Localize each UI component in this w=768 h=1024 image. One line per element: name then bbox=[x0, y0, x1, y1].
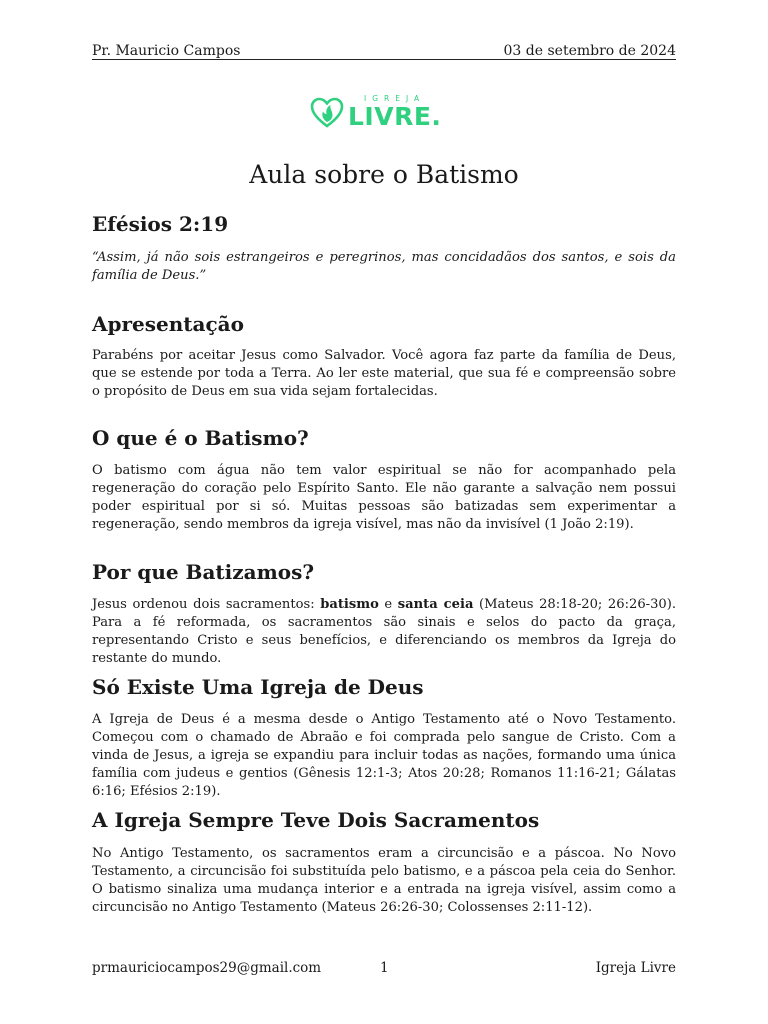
document-page bbox=[92, 0, 676, 1024]
heart-flame-icon bbox=[310, 96, 344, 130]
church-logo bbox=[310, 92, 462, 136]
paragraph-apresentacao: Parabéns por aceitar Jesus como Salvador. Você agora faz parte da família de Deus, que se estende por toda a Terra. Ao ler este material, que sua fé e compreensão sobre o propósito de Deus em sua vida sejam fortalecidas. bbox=[92, 348, 676, 399]
paragraph-o-que-e: O batismo com água não tem valor espiritual se não for acompanhado pela regeneração do coração pelo Espírito Santo. Ele não garante a salvação nem possui poder espiritual por si só. Muitas pessoas são batizadas sem experimentar a regeneração, sendo membros da igreja visível, mas não da invisível (1 João 2:19). bbox=[92, 463, 676, 532]
section-heading-por-que: Por que Batizamos? bbox=[92, 560, 315, 584]
section-heading-o-que-e: O que é o Batismo? bbox=[92, 426, 309, 450]
logo-wordmark: LIVRE. bbox=[348, 102, 442, 131]
page-header bbox=[92, 39, 676, 59]
page-footer bbox=[92, 960, 676, 980]
text-segment: e bbox=[378, 597, 398, 612]
bible-quote: “Assim, já não sois estrangeiros e peregrinos, mas concidadãos dos santos, e sois da família de Deus.” bbox=[92, 250, 676, 283]
section-heading-dois-sacramentos: A Igreja Sempre Teve Dois Sacramentos bbox=[92, 808, 540, 832]
paragraph-dois-sacramentos: No Antigo Testamento, os sacramentos eram a circuncisão e a páscoa. No Novo Testamento, a circuncisão foi substituída pelo batismo, e a páscoa pela ceia do Senhor. O batismo sinaliza uma mudança interior e a entrada na igreja visível, assim como a circuncisão no Antigo Testamento (Mateus 26:26-30; Colossenses 2:11-12). bbox=[92, 846, 676, 915]
organization-name: Igreja Livre bbox=[595, 960, 676, 976]
document-date: 03 de setembro de 2024 bbox=[503, 43, 676, 59]
document-title: Aula sobre o Batismo bbox=[249, 160, 519, 189]
text-segment: Jesus ordenou dois sacramentos: bbox=[92, 597, 321, 612]
header-divider bbox=[92, 59, 676, 60]
text-segment: (Mateus 28:18-20; 26:26-30). Para a fé reformada, os sacramentos são sinais e selos do pacto da graça, representando Cristo e seus benefícios, e diferenciando os membros da Igreja do restante do mundo. bbox=[92, 597, 677, 666]
logo-small-text: IGREJA bbox=[364, 94, 426, 103]
section-heading-apresentacao: Apresentação bbox=[92, 312, 244, 336]
author-name: Pr. Mauricio Campos bbox=[92, 43, 241, 59]
term-batismo: batismo bbox=[320, 597, 379, 612]
term-santa-ceia: santa ceia bbox=[397, 597, 474, 612]
paragraph-por-que bbox=[92, 596, 676, 668]
contact-email: prmauriciocampos29@gmail.com bbox=[92, 960, 322, 976]
section-heading-uma-igreja: Só Existe Uma Igreja de Deus bbox=[92, 675, 424, 699]
page-number: 1 bbox=[380, 960, 389, 976]
paragraph-uma-igreja: A Igreja de Deus é a mesma desde o Antigo Testamento até o Novo Testamento. Começou com o chamado de Abraão e foi comprada pelo sangue de Cristo. Com a vinda de Jesus, a igreja se expandiu para incluir todas as nações, formando uma única família com judeus e gentios (Gênesis 12:1-3; Atos 20:28; Romanos 11:16-21; Gálatas 6:16; Efésios 2:19). bbox=[92, 712, 676, 799]
section-heading-efesios: Efésios 2:19 bbox=[92, 212, 229, 236]
